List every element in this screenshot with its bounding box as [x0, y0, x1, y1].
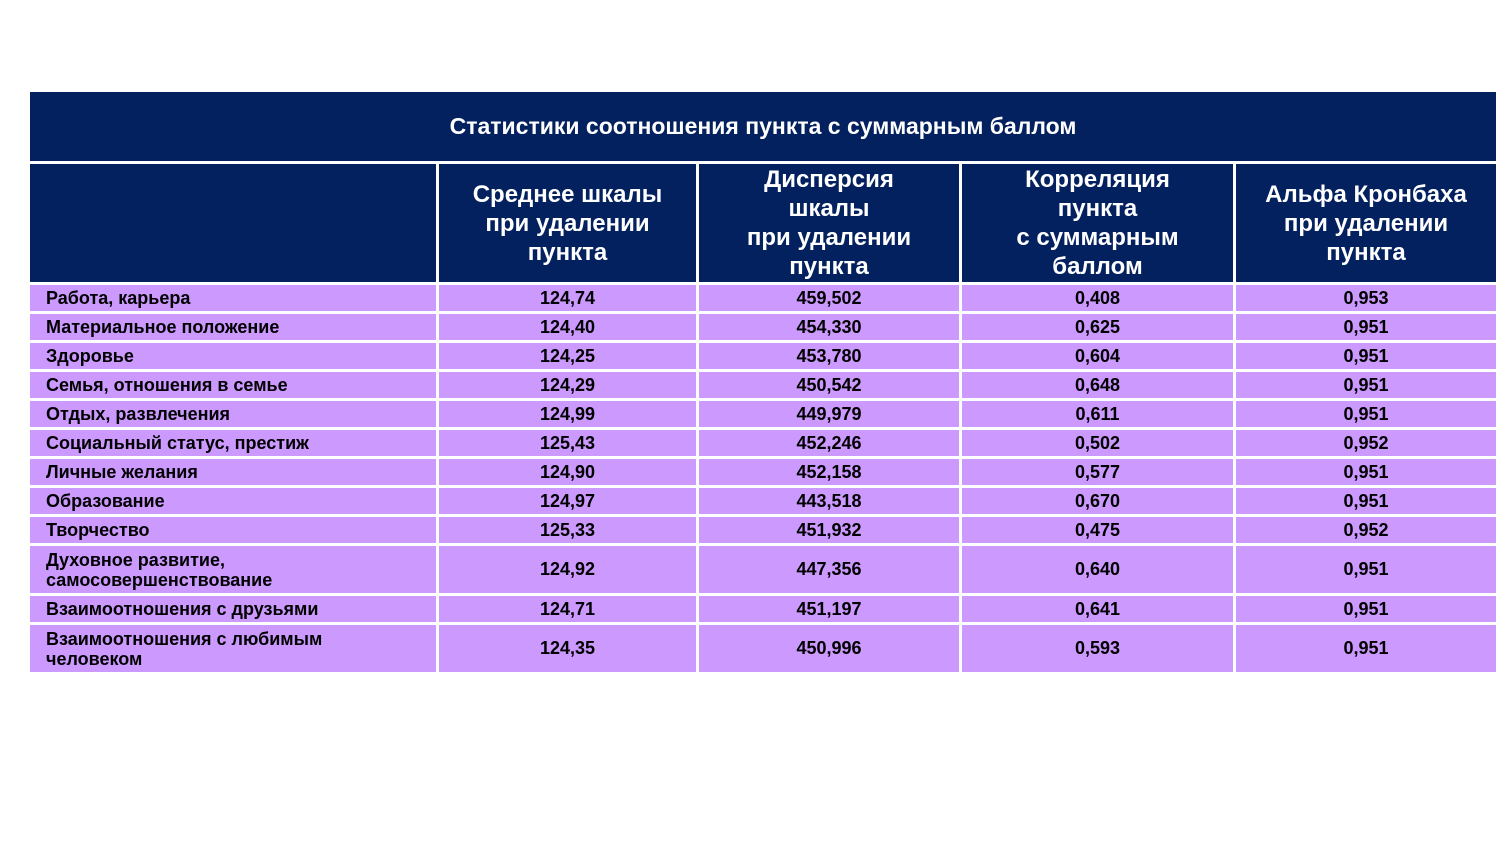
table-row [30, 401, 1496, 427]
row-label: Образование [30, 488, 436, 514]
row-label: Личные желания [30, 459, 436, 485]
cell-alpha: 0,951 [1236, 401, 1496, 427]
cell-correlation: 0,611 [962, 401, 1233, 427]
row-label: Взаимоотношения с друзьями [30, 596, 436, 622]
table-row [30, 625, 1496, 672]
table-title: Статистики соотношения пункта с суммарным баллом [30, 92, 1496, 161]
table-row [30, 517, 1496, 543]
cell-correlation: 0,502 [962, 430, 1233, 456]
cell-mean: 124,25 [439, 343, 696, 369]
header-cronbach-alpha: Альфа Кронбаха при удалении пункта [1236, 164, 1496, 282]
cell-variance: 453,780 [699, 343, 959, 369]
table-row [30, 285, 1496, 311]
cell-alpha: 0,951 [1236, 596, 1496, 622]
cell-variance: 459,502 [699, 285, 959, 311]
row-label: Работа, карьера [30, 285, 436, 311]
cell-mean: 124,97 [439, 488, 696, 514]
row-label: Социальный статус, престиж [30, 430, 436, 456]
cell-variance: 454,330 [699, 314, 959, 340]
table-header-row [30, 164, 1496, 282]
row-label: Здоровье [30, 343, 436, 369]
cell-alpha: 0,951 [1236, 488, 1496, 514]
cell-mean: 124,35 [439, 625, 696, 672]
cell-variance: 450,542 [699, 372, 959, 398]
cell-variance: 449,979 [699, 401, 959, 427]
cell-variance: 451,197 [699, 596, 959, 622]
table-row [30, 546, 1496, 593]
cell-alpha: 0,952 [1236, 430, 1496, 456]
cell-alpha: 0,951 [1236, 459, 1496, 485]
cell-correlation: 0,408 [962, 285, 1233, 311]
cell-mean: 125,33 [439, 517, 696, 543]
row-label: Семья, отношения в семье [30, 372, 436, 398]
table-row [30, 596, 1496, 622]
cell-mean: 124,40 [439, 314, 696, 340]
cell-correlation: 0,577 [962, 459, 1233, 485]
header-empty [30, 164, 436, 282]
cell-correlation: 0,475 [962, 517, 1233, 543]
cell-correlation: 0,640 [962, 546, 1233, 593]
cell-alpha: 0,951 [1236, 546, 1496, 593]
table-row [30, 459, 1496, 485]
cell-mean: 125,43 [439, 430, 696, 456]
cell-correlation: 0,648 [962, 372, 1233, 398]
table-row [30, 343, 1496, 369]
table-title-row [30, 92, 1496, 161]
header-scale-variance: Дисперсия шкалы при удалении пункта [699, 164, 959, 282]
cell-alpha: 0,951 [1236, 625, 1496, 672]
cell-mean: 124,92 [439, 546, 696, 593]
row-label: Творчество [30, 517, 436, 543]
cell-alpha: 0,951 [1236, 372, 1496, 398]
cell-correlation: 0,670 [962, 488, 1233, 514]
cell-correlation: 0,593 [962, 625, 1233, 672]
cell-mean: 124,74 [439, 285, 696, 311]
table-row [30, 372, 1496, 398]
cell-variance: 452,158 [699, 459, 959, 485]
cell-correlation: 0,625 [962, 314, 1233, 340]
cell-variance: 447,356 [699, 546, 959, 593]
row-label: Духовное развитие, самосовершенствование [30, 546, 436, 593]
cell-mean: 124,90 [439, 459, 696, 485]
table-row [30, 314, 1496, 340]
item-total-statistics-table [27, 89, 1499, 675]
cell-variance: 452,246 [699, 430, 959, 456]
cell-alpha: 0,951 [1236, 314, 1496, 340]
cell-correlation: 0,641 [962, 596, 1233, 622]
table-row [30, 430, 1496, 456]
table-row [30, 488, 1496, 514]
cell-variance: 443,518 [699, 488, 959, 514]
cell-mean: 124,29 [439, 372, 696, 398]
row-label: Взаимоотношения с любимым человеком [30, 625, 436, 672]
header-item-total-correlation: Корреляция пункта с суммарным баллом [962, 164, 1233, 282]
row-label: Материальное положение [30, 314, 436, 340]
cell-mean: 124,99 [439, 401, 696, 427]
cell-mean: 124,71 [439, 596, 696, 622]
row-label: Отдых, развлечения [30, 401, 436, 427]
statistics-table-container [30, 92, 1478, 672]
cell-variance: 451,932 [699, 517, 959, 543]
cell-alpha: 0,952 [1236, 517, 1496, 543]
cell-alpha: 0,953 [1236, 285, 1496, 311]
cell-alpha: 0,951 [1236, 343, 1496, 369]
cell-correlation: 0,604 [962, 343, 1233, 369]
header-scale-mean: Среднее шкалы при удалении пункта [439, 164, 696, 282]
cell-variance: 450,996 [699, 625, 959, 672]
